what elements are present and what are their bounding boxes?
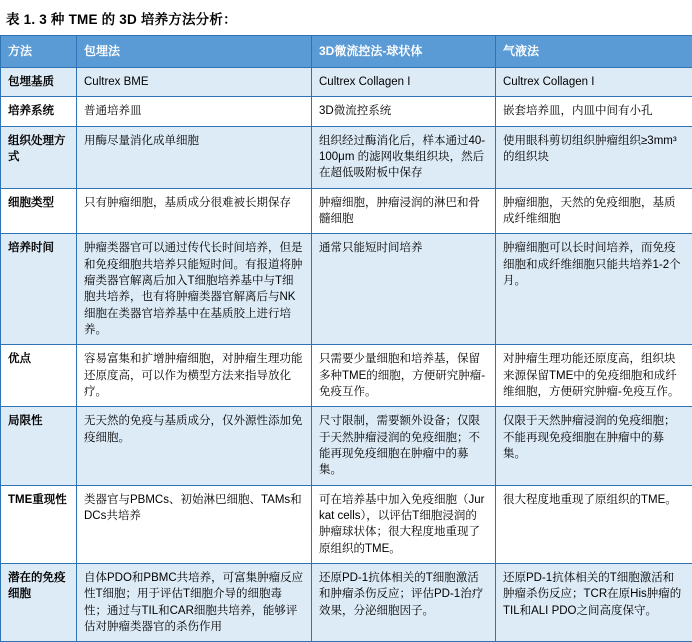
cell-time-ali: 肿瘤细胞可以长时间培养，而免疫细胞和成纤维细胞只能共培养1-2个月。: [496, 234, 692, 345]
cell-tme-ali: 很大程度地重现了原组织的TME。: [496, 485, 692, 563]
cell-processing-microfluidic: 组织经过酶消化后，样本通过40-100μm 的滤网收集组织块，然后在超低吸附板中保存: [312, 126, 496, 188]
cell-processing-ali: 使用眼科剪切组织肿瘤组织≥3mm³的组织块: [496, 126, 692, 188]
table-body: [1, 68, 692, 642]
cell-tme-microfluidic: 可在培养基中加入免疫细胞（Jurkat cells），以评估T细胞浸润的肿瘤球状体；很大程度地重现了原组织的TME。: [312, 485, 496, 563]
cell-matrix-embedding: Cultrex BME: [77, 68, 312, 97]
cell-matrix-microfluidic: Cultrex Collagen I: [312, 68, 496, 97]
cell-celltype-microfluidic: 肿瘤细胞，肿瘤浸润的淋巴和骨髓细胞: [312, 188, 496, 234]
table-row: [1, 485, 692, 563]
table-header-row: [1, 36, 692, 68]
cell-advantages-microfluidic: 只需要少量细胞和培养基，保留多种TME的细胞，方便研究肿瘤-免疫互作。: [312, 345, 496, 407]
table-row: [1, 563, 692, 641]
cell-limitations-embedding: 无天然的免疫与基质成分，仅外源性添加免疫细胞。: [77, 407, 312, 485]
row-header-cell-type: 细胞类型: [1, 188, 77, 234]
table-row: [1, 126, 692, 188]
cell-matrix-ali: Cultrex Collagen I: [496, 68, 692, 97]
column-header-embedding: 包埋法: [77, 36, 312, 68]
cell-processing-embedding: 用酶尽量消化成单细胞: [77, 126, 312, 188]
cell-limitations-microfluidic: 尺寸限制，需要额外设备；仅限于天然肿瘤浸润的免疫细胞；不能再现免疫细胞在肿瘤中的募集。: [312, 407, 496, 485]
row-header-tme-recapitulation: TME重现性: [1, 485, 77, 563]
row-header-culture-time: 培养时间: [1, 234, 77, 345]
cell-immune-ali: 还原PD-1抗体相关的T细胞激活和肿瘤杀伤反应；TCR在原His肿瘤的TIL和ALI PDO之间高度保守。: [496, 563, 692, 641]
cell-immune-embedding: 自体PDO和PBMC共培养，可富集肿瘤反应性T细胞；用于评估T细胞介导的细胞毒性；通过与TIL和CAR细胞共培养，能够评估对肿瘤类器官的杀伤作用: [77, 563, 312, 641]
row-header-tissue-processing: 组织处理方式: [1, 126, 77, 188]
table-header: [1, 36, 692, 68]
table-row: [1, 345, 692, 407]
cell-advantages-embedding: 容易富集和扩增肿瘤细胞，对肿瘤生理功能还原度高，可以作为横型方法来指导放化疗。: [77, 345, 312, 407]
cell-tme-embedding: 类器官与PBMCs、初始淋巴细胞、TAMs和DCs共培养: [77, 485, 312, 563]
tme-comparison-table: [0, 35, 692, 642]
cell-system-microfluidic: 3D微流控系统: [312, 97, 496, 126]
row-header-immune-cells: 潜在的免疫细胞: [1, 563, 77, 641]
cell-celltype-embedding: 只有肿瘤细胞，基质成分很难被长期保存: [77, 188, 312, 234]
cell-limitations-ali: 仅限于天然肿瘤浸润的免疫细胞；不能再现免疫细胞在肿瘤中的募集。: [496, 407, 692, 485]
table-row: [1, 68, 692, 97]
row-header-culture-system: 培养系统: [1, 97, 77, 126]
table-caption: 表 1. 3 种 TME 的 3D 培养方法分析：: [0, 0, 692, 35]
cell-celltype-ali: 肿瘤细胞，天然的免疫细胞，基质成纤维细胞: [496, 188, 692, 234]
row-header-limitations: 局限性: [1, 407, 77, 485]
cell-time-microfluidic: 通常只能短时间培养: [312, 234, 496, 345]
cell-advantages-ali: 对肿瘤生理功能还原度高，组织块来源保留TME中的免疫细胞和成纤维细胞，方便研究肿瘤-免疫互作。: [496, 345, 692, 407]
table-row: [1, 188, 692, 234]
column-header-ali: 气液法: [496, 36, 692, 68]
cell-immune-microfluidic: 还原PD-1抗体相关的T细胞激活和肿瘤杀伤反应；评估PD-1治疗效果，分泌细胞因子。: [312, 563, 496, 641]
table-row: [1, 97, 692, 126]
table-row: [1, 234, 692, 345]
cell-system-ali: 嵌套培养皿，内皿中间有小孔: [496, 97, 692, 126]
row-header-matrix: 包埋基质: [1, 68, 77, 97]
table-row: [1, 407, 692, 485]
column-header-method: 方法: [1, 36, 77, 68]
row-header-advantages: 优点: [1, 345, 77, 407]
cell-system-embedding: 普通培养皿: [77, 97, 312, 126]
cell-time-embedding: 肿瘤类器官可以通过传代长时间培养，但是和免疫细胞共培养只能短时间。有报道将肿瘤类器官解离后加入T细胞培养基中与T细胞共培养，也有将肿瘤类器官解离后与NK细胞在类器官培养基中在基质胶上进行培养。: [77, 234, 312, 345]
column-header-microfluidic: 3D微流控法-球状体: [312, 36, 496, 68]
